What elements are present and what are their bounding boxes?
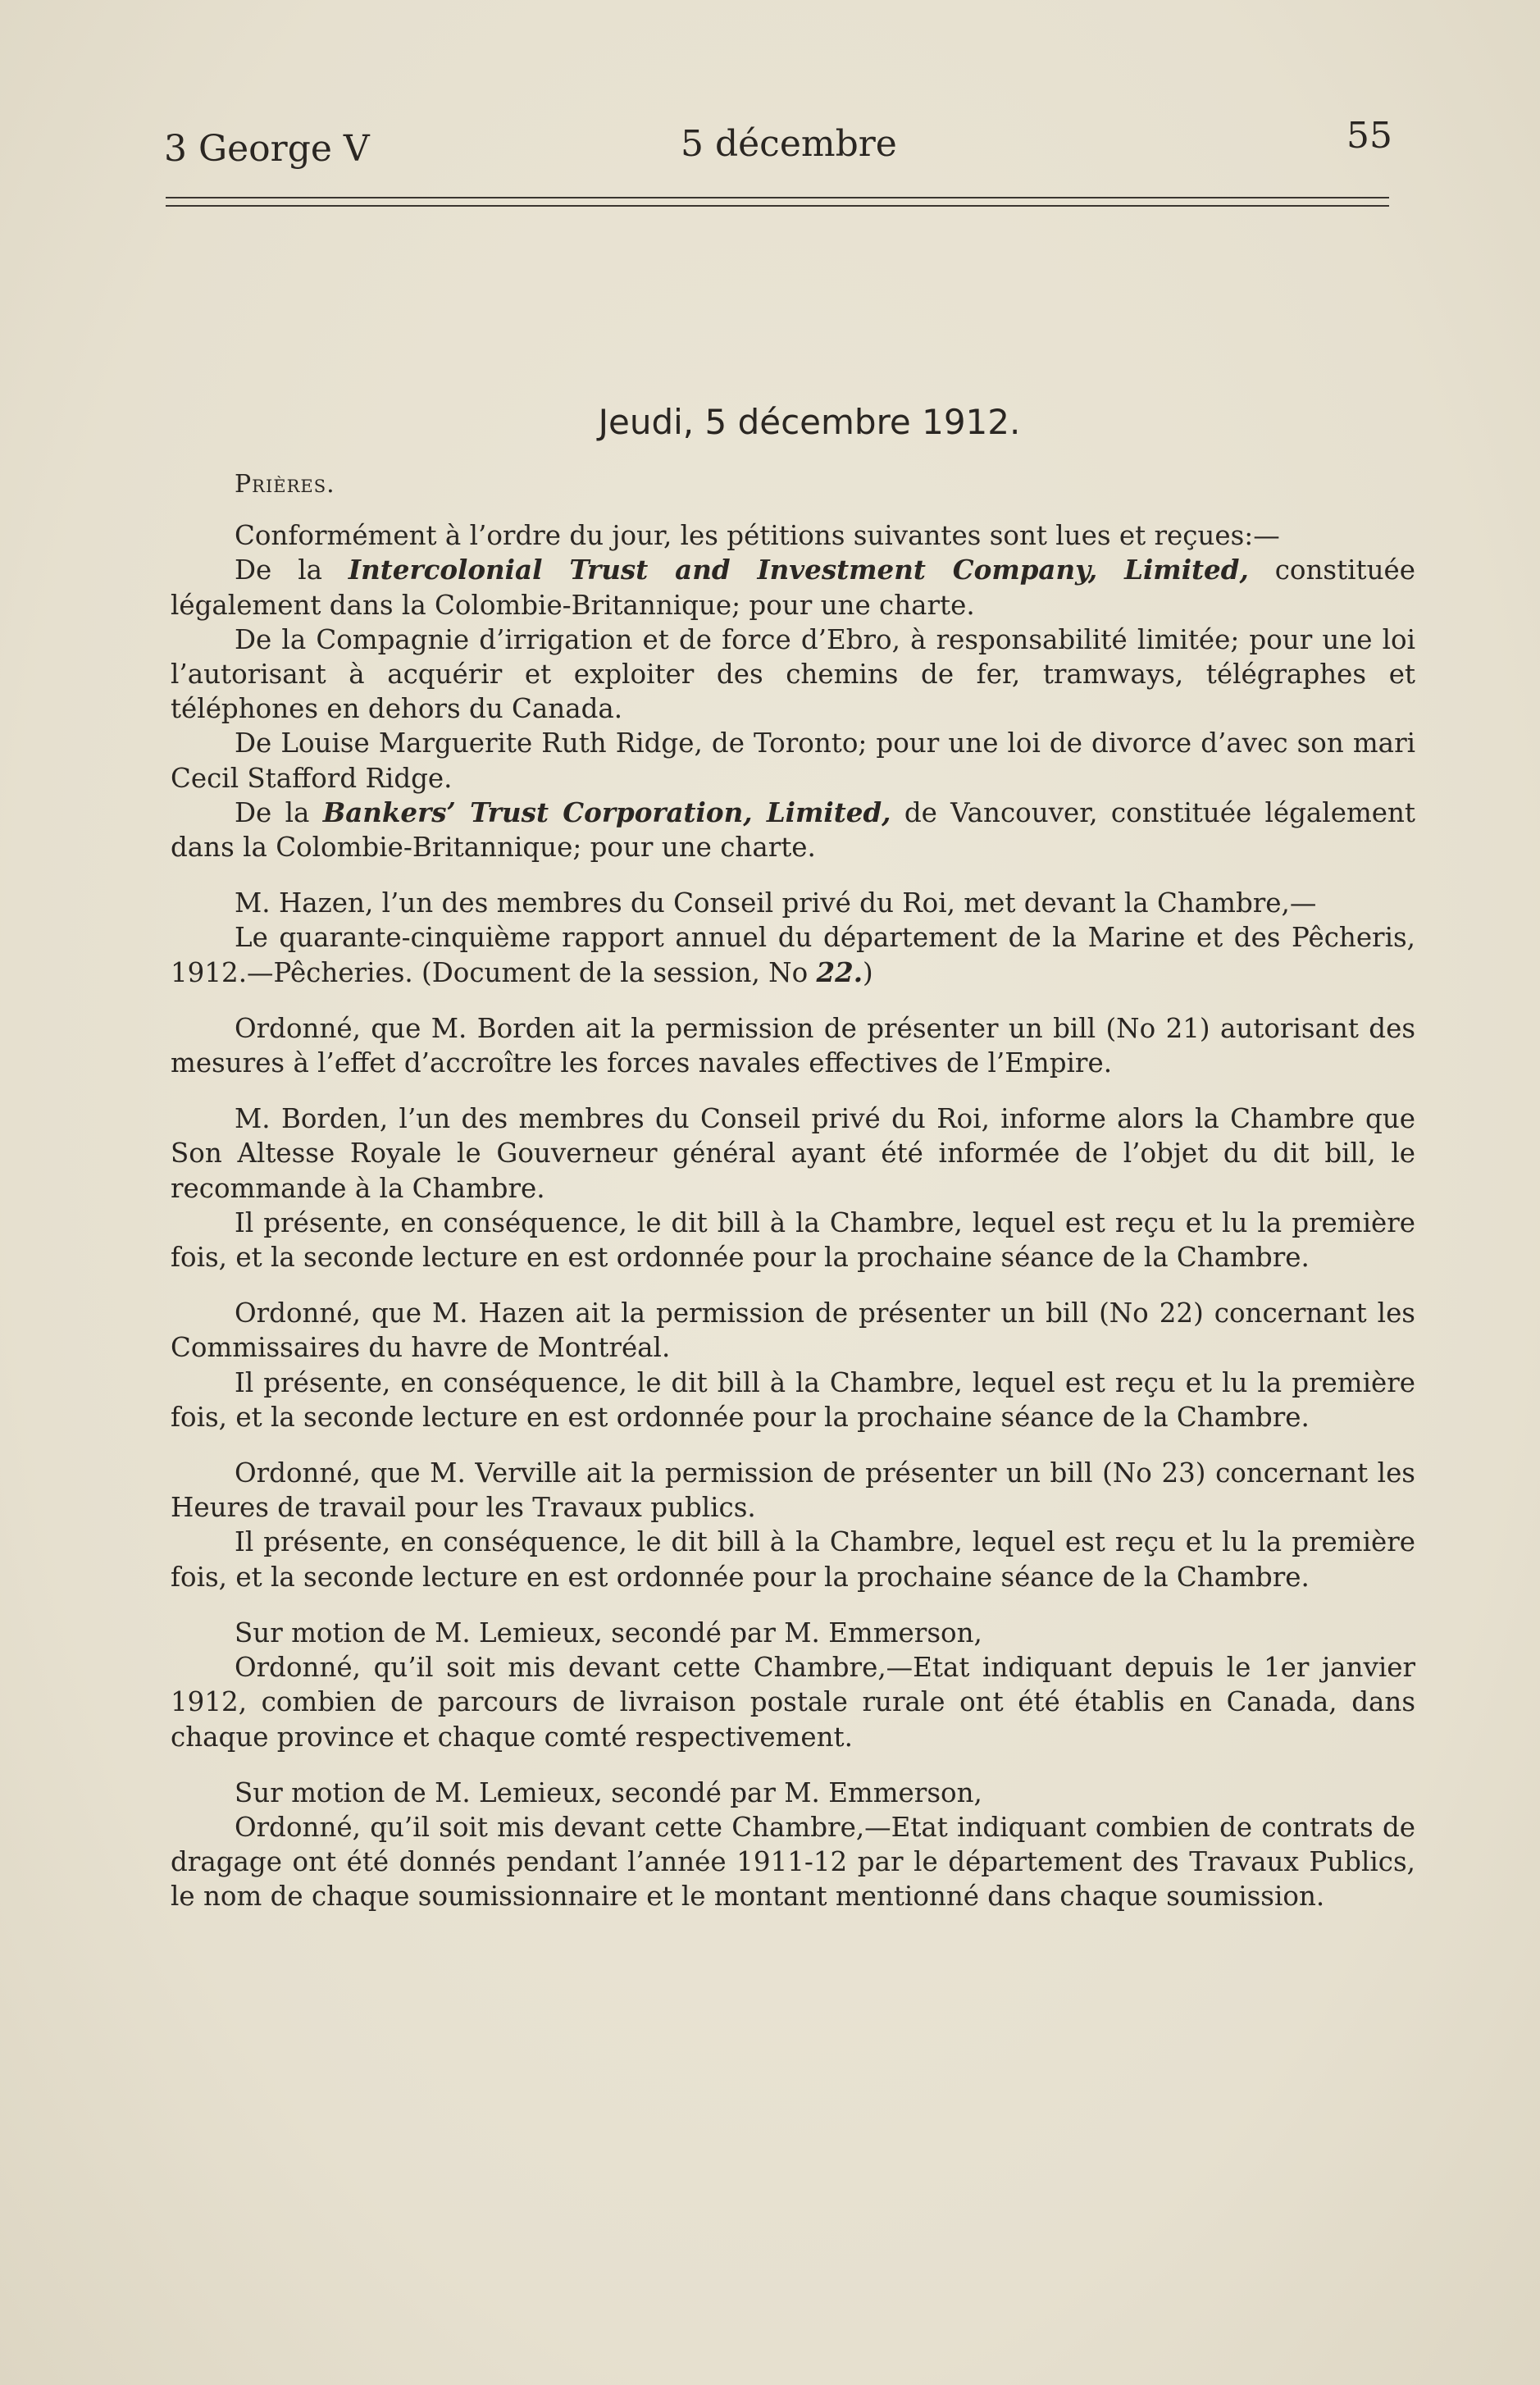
paragraph: Ordonné, qu’il soit mis devant cette Chambre,—Etat indiquant depuis le 1er janvier 1912, combien de parcours de livraison postale rurale ont été établis en Canada, dans chaque province et chaque comté respectivement. (171, 1652, 1415, 1753)
date-heading: Jeudi, 5 décembre 1912. (598, 402, 1021, 442)
paragraph: M. Hazen, l’un des membres du Conseil privé du Roi, met devant la Chambre,— (235, 887, 1317, 919)
paragraph: Ordonné, que M. Verville ait la permission de présenter un bill (No 23) concernant les Heures de travail pour les Travaux publics. (171, 1457, 1415, 1524)
page-number: 55 (1346, 115, 1392, 157)
paragraph: Ordonné, qu’il soit mis devant cette Chambre,—Etat indiquant combien de contrats de dragage ont été donnés pendant l’année 1911-12 par le département des Travaux Publics, le nom de chaque soumissionnaire et le montant mentionné dans chaque soumission. (171, 1811, 1415, 1913)
paragraph: Le quarante-cinquième rapport annuel du département de la Marine et des Pêcheris, 1912.—Pêcheries. (Document de la session, No 22.) (171, 922, 1415, 988)
header-rule-middle (166, 205, 1389, 207)
company-name: Bankers’ Trust Corporation, Limited, (322, 796, 891, 828)
paragraph: M. Borden, l’un des membres du Conseil privé du Roi, informe alors la Chambre que Son Altesse Royale le Gouverneur général ayant été informée de l’objet du dit bill, le recommande à la Chambre. (171, 1103, 1415, 1204)
paragraph: Il présente, en conséquence, le dit bill à la Chambre, lequel est reçu et lu la première fois, et la seconde lecture en est ordonnée pour la prochaine séance de la Chambre. (171, 1526, 1415, 1593)
header-rule-top (166, 197, 1389, 198)
paragraph: De Louise Marguerite Ruth Ridge, de Toronto; pour une loi de divorce d’avec son mari Cecil Stafford Ridge. (171, 727, 1415, 794)
paragraph: Sur motion de M. Lemieux, secondé par M. Emmerson, (235, 1776, 982, 1808)
document-body (171, 402, 1415, 1914)
prieres-label: Prières. (235, 470, 335, 499)
header-session: 3 George V (164, 128, 370, 170)
paragraph: De la Intercolonial Trust and Investment Company, Limited, constituée légalement dans la Colombie-Britannique; pour une charte. (171, 554, 1415, 621)
paragraph: De la Compagnie d’irrigation et de force d’Ebro, à responsabilité limitée; pour une loi l’autorisant à acquérir et exploiter des chemins de fer, tramways, télégraphes et téléphones en dehors du Canada. (171, 623, 1415, 725)
paragraph: Ordonné, que M. Hazen ait la permission de présenter un bill (No 22) concernant les Commissaires du havre de Montréal. (171, 1297, 1415, 1364)
paragraph: Ordonné, que M. Borden ait la permission de présenter un bill (No 21) autorisant des mesures à l’effet d’accroître les forces navales effectives de l’Empire. (171, 1012, 1415, 1079)
running-head (164, 115, 1392, 172)
document-number: 22. (816, 955, 863, 988)
company-name: Intercolonial Trust and Investment Company, Limited, (348, 554, 1249, 586)
header-date: 5 décembre (681, 123, 897, 165)
paragraph: Il présente, en conséquence, le dit bill à la Chambre, lequel est reçu et lu la première fois, et la seconde lecture en est ordonnée pour la prochaine séance de la Chambre. (171, 1206, 1415, 1274)
paragraph: Sur motion de M. Lemieux, secondé par M. Emmerson, (235, 1617, 982, 1649)
paragraph: De la Bankers’ Trust Corporation, Limited, de Vancouver, constituée légalement dans la Colombie-Britannique; pour une charte. (171, 796, 1415, 864)
paragraph: Il présente, en conséquence, le dit bill à la Chambre, lequel est reçu et lu la première fois, et la seconde lecture en est ordonnée pour la prochaine séance de la Chambre. (171, 1366, 1415, 1433)
paragraph: Conformément à l’ordre du jour, les pétitions suivantes sont lues et reçues:— (235, 520, 1280, 552)
